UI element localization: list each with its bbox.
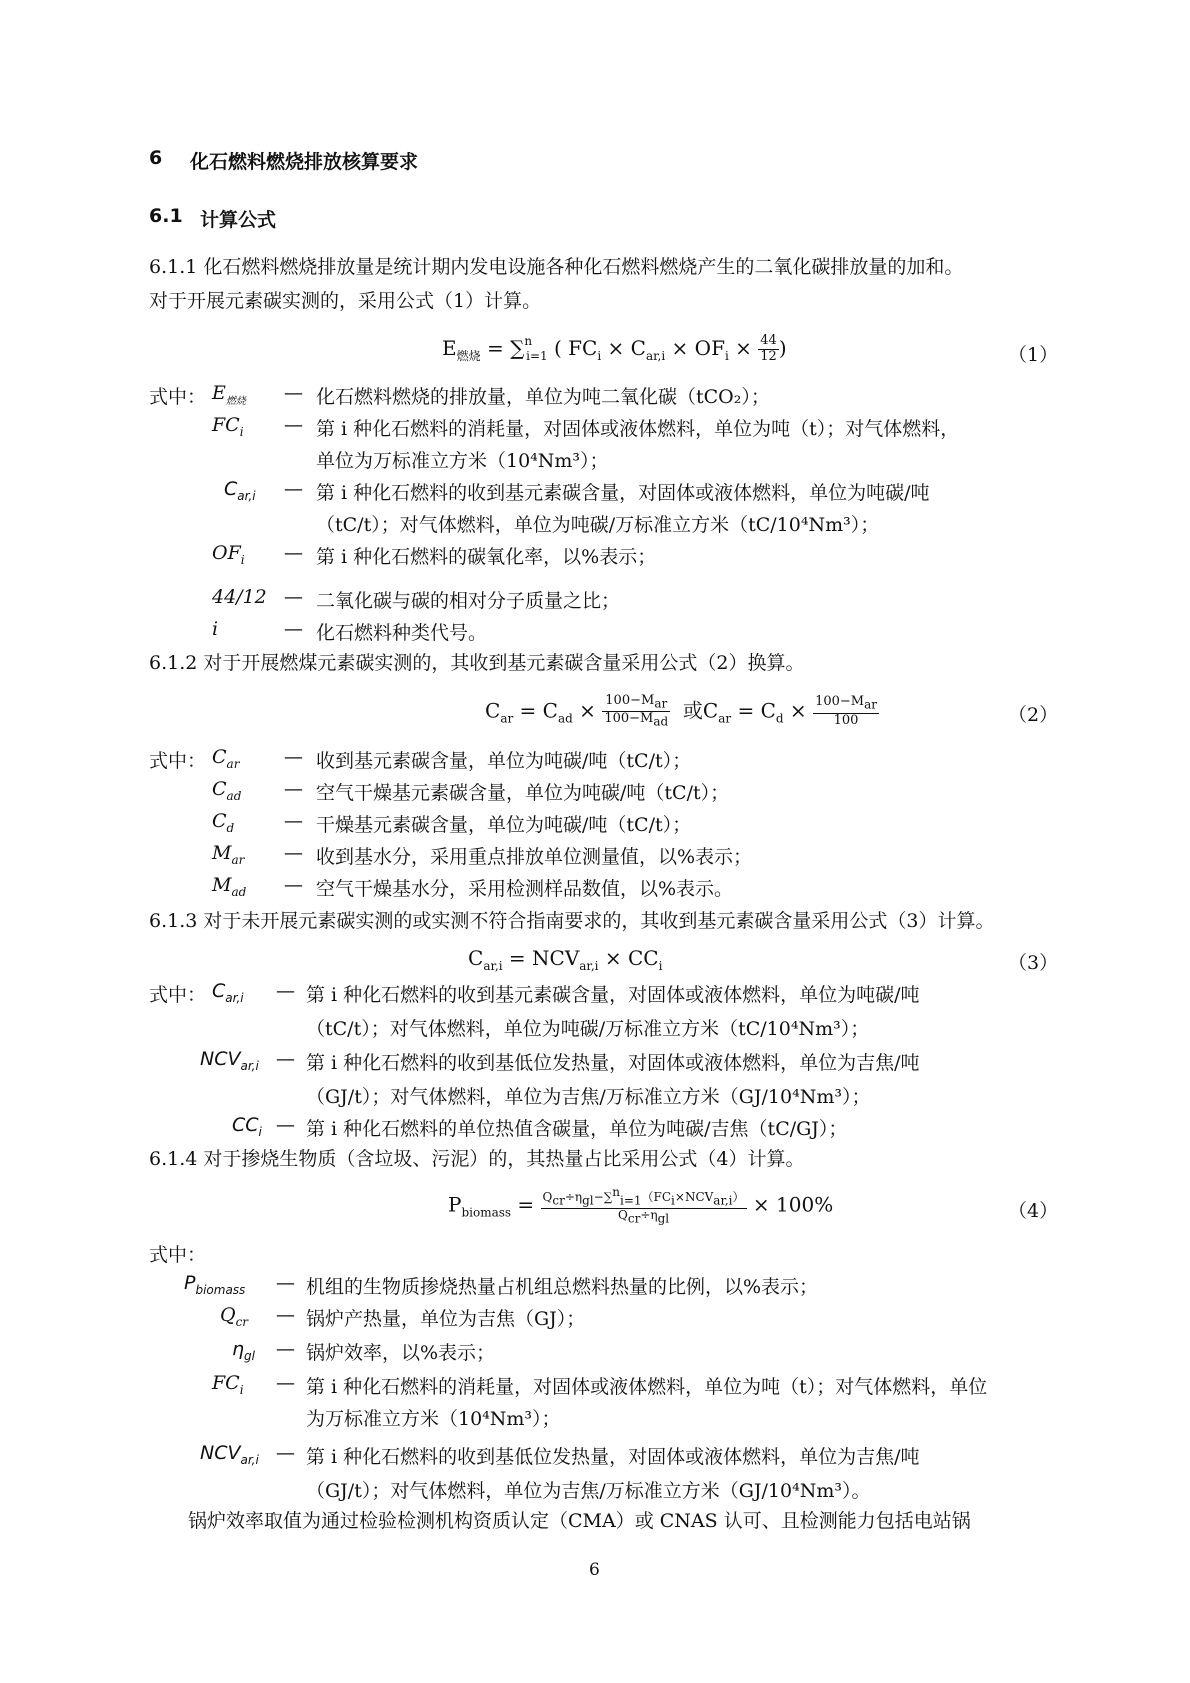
page-number: 6 <box>589 1560 600 1580</box>
closing-para-line-1: 锅炉效率取值为通过检验检测机构资质认定（CMA）或 CNAS 认可、且检测能力包括电站锅 <box>188 1510 971 1532</box>
defs-1-text-4: 第 i 种化石燃料的碳氧化率，以%表示； <box>316 546 657 568</box>
para-6-1-1-line-1: 6.1.1 化石燃料燃烧排放量是统计期内发电设施各种化石燃料燃烧产生的二氧化碳排放量的加和。 <box>149 256 964 278</box>
defs-4-symbol-4: $FC_i$ <box>212 1372 244 1397</box>
defs-1-symbol-6: i <box>212 618 219 640</box>
defs-1-dash-1: — <box>284 382 303 404</box>
defs-1-symbol-3: $C_{ar,i}$ <box>224 478 256 503</box>
defs-3-symbol-2: $NCV_{ar,i}$ <box>200 1048 259 1073</box>
defs-2-dash-1: — <box>284 746 303 768</box>
defs-2-symbol-3: $C_d$ <box>212 810 235 835</box>
formula-2-number: （2） <box>1008 704 1059 726</box>
defs-2-symbol-1: $C_{ar}$ <box>212 746 240 771</box>
defs-1-symbol-1: $E_{燃烧}$ <box>212 382 246 407</box>
defs-2-dash-4: — <box>284 842 303 864</box>
defs-2-text-5: 空气干燥基水分，采用检测样品数值，以%表示。 <box>316 878 734 900</box>
section-6-number: 6 <box>149 147 163 169</box>
defs-3-text-1: 第 i 种化石燃料的收到基元素碳含量，对固体或液体燃料，单位为吨碳/吨 <box>306 984 920 1006</box>
defs-2-dash-3: — <box>284 810 303 832</box>
defs-1-text-3: 第 i 种化石燃料的收到基元素碳含量，对固体或液体燃料，单位为吨碳/吨 <box>316 482 930 504</box>
defs-1-text-2: 第 i 种化石燃料的消耗量，对固体或液体燃料，单位为吨（t）；对气体燃料， <box>316 418 960 440</box>
defs-4-text-3: 锅炉效率，以%表示； <box>306 1342 496 1364</box>
section-6-1-title: 计算公式 <box>200 209 277 231</box>
defs-4-dash-3: — <box>276 1338 295 1360</box>
defs-4-text-5: 第 i 种化石燃料的收到基低位发热量，对固体或液体燃料，单位为吉焦/吨 <box>306 1446 920 1468</box>
defs-2-text-1: 收到基元素碳含量，单位为吨碳/吨（tC/t）； <box>316 750 692 772</box>
defs-2-symbol-2: $C_{ad}$ <box>212 778 242 803</box>
defs-4-dash-5: — <box>276 1442 295 1464</box>
formula-2: $C_{ar} = C_{ad}$ × $\frac{100-M_{ar}}{100-M_{ad}}$ 或$C_{ar} = C_d$ × $\frac{100-M_{ar}}{100}$ <box>485 693 877 729</box>
defs-1-prefix: 式中： <box>149 386 207 408</box>
formula-3: $C_{ar,i} = NCV_{ar,i} \times CC_i$ <box>468 946 663 973</box>
defs-1-text-1: 化石燃料燃烧的排放量，单位为吨二氧化碳（tCO₂）； <box>316 386 770 408</box>
defs-1-symbol-2: $FC_i$ <box>212 414 244 439</box>
defs-3-dash-2: — <box>276 1048 295 1070</box>
defs-1-dash-6: — <box>284 618 303 640</box>
defs-2-text-4: 收到基水分，采用重点排放单位测量值，以%表示； <box>316 846 753 868</box>
defs-2-symbol-5: $M_{ad}$ <box>212 874 247 899</box>
defs-1-text-5: 二氧化碳与碳的相对分子质量之比； <box>316 590 621 612</box>
defs-4-text-4: 第 i 种化石燃料的消耗量，对固体或液体燃料，单位为吨（t）；对气体燃料，单位 <box>306 1376 988 1398</box>
defs-4-symbol-3: $\eta_{gl}$ <box>232 1338 255 1363</box>
defs-4-text-2: 锅炉产热量，单位为吉焦（GJ）； <box>306 1308 586 1330</box>
formula-4: $P_{biomass}$ = $\frac{Q_{cr}\div\eta_{gl}-\sum^n_{i=1}(FC_i\times NCV_{ar,i})}{Q_{cr}\div\eta_{gl}}$ × 100% <box>448 1185 834 1226</box>
defs-2-symbol-4: $M_{ar}$ <box>212 842 245 867</box>
defs-4-dash-2: — <box>276 1304 295 1326</box>
defs-3-text-2b: （GJ/t）；对气体燃料，单位为吉焦/万标准立方米（GJ/10⁴Nm³）； <box>306 1086 871 1108</box>
defs-4-symbol-5: $NCV_{ar,i}$ <box>200 1442 259 1467</box>
defs-4-dash-1: — <box>276 1272 295 1294</box>
defs-3-text-3: 第 i 种化石燃料的单位热值含碳量，单位为吨碳/吉焦（tC/GJ）； <box>306 1118 848 1140</box>
formula-3-number: （3） <box>1008 952 1059 974</box>
defs-4-symbol-1: $P_{biomass}$ <box>184 1272 246 1297</box>
defs-2-dash-5: — <box>284 874 303 896</box>
para-6-1-2-line-1: 6.1.2 对于开展燃煤元素碳实测的，其收到基元素碳含量采用公式（2）换算。 <box>149 652 805 674</box>
defs-1-dash-5: — <box>284 586 303 608</box>
defs-4-text-5b: （GJ/t）；对气体燃料，单位为吉焦/万标准立方米（GJ/10⁴Nm³）。 <box>306 1480 871 1502</box>
defs-1-symbol-4: $OF_i$ <box>212 542 245 567</box>
defs-1-text-2b: 单位为万标准立方米（10⁴Nm³）； <box>316 450 609 472</box>
para-6-1-4-line-1: 6.1.4 对于掺烧生物质（含垃圾、污泥）的，其热量占比采用公式（4）计算。 <box>149 1148 805 1170</box>
defs-3-symbol-3: $CC_i$ <box>232 1114 262 1139</box>
defs-3-symbol-1: $C_{ar,i}$ <box>212 980 244 1005</box>
defs-4-symbol-2: $Q_{cr}$ <box>220 1304 249 1329</box>
defs-4-text-1: 机组的生物质掺烧热量占机组总燃料热量的比例，以%表示； <box>306 1276 819 1298</box>
formula-1: $E_{燃烧} = \sum^n_{i=1}$ ( $FC_i \times C_{ar,i} \times OF_i$ × $\frac{44}{12}$ ) <box>442 333 787 364</box>
defs-1-symbol-5: 44/12 <box>212 586 267 608</box>
defs-3-prefix: 式中： <box>149 984 207 1006</box>
formula-1-number: （1） <box>1008 344 1059 366</box>
para-6-1-1-line-2: 对于开展元素碳实测的，采用公式（1）计算。 <box>149 290 542 312</box>
defs-3-text-2: 第 i 种化石燃料的收到基低位发热量，对固体或液体燃料，单位为吉焦/吨 <box>306 1052 920 1074</box>
defs-2-prefix: 式中： <box>149 750 207 772</box>
defs-3-dash-1: — <box>276 980 295 1002</box>
section-6-title: 化石燃料燃烧排放核算要求 <box>190 151 419 173</box>
defs-4-prefix: 式中： <box>149 1244 207 1266</box>
defs-2-text-3: 干燥基元素碳含量，单位为吨碳/吨（tC/t）； <box>316 814 692 836</box>
para-6-1-3-line-1: 6.1.3 对于未开展元素碳实测的或实测不符合指南要求的，其收到基元素碳含量采用公式（3）计算。 <box>149 910 995 932</box>
defs-2-dash-2: — <box>284 778 303 800</box>
defs-3-dash-3: — <box>276 1114 295 1136</box>
defs-1-dash-2: — <box>284 414 303 436</box>
defs-4-dash-4: — <box>276 1372 295 1394</box>
defs-2-text-2: 空气干燥基元素碳含量，单位为吨碳/吨（tC/t）； <box>316 782 730 804</box>
section-6-1-number: 6.1 <box>149 205 183 227</box>
defs-4-text-4b: 为万标准立方米（10⁴Nm³）； <box>306 1408 561 1430</box>
defs-3-text-1b: （tC/t）；对气体燃料，单位为吨碳/万标准立方米（tC/10⁴Nm³）； <box>306 1018 870 1040</box>
defs-1-dash-4: — <box>284 542 303 564</box>
defs-1-text-6: 化石燃料种类代号。 <box>316 622 488 644</box>
defs-1-text-3b: （tC/t）；对气体燃料，单位为吨碳/万标准立方米（tC/10⁴Nm³）； <box>316 514 880 536</box>
formula-4-number: （4） <box>1008 1200 1059 1222</box>
defs-1-dash-3: — <box>284 478 303 500</box>
